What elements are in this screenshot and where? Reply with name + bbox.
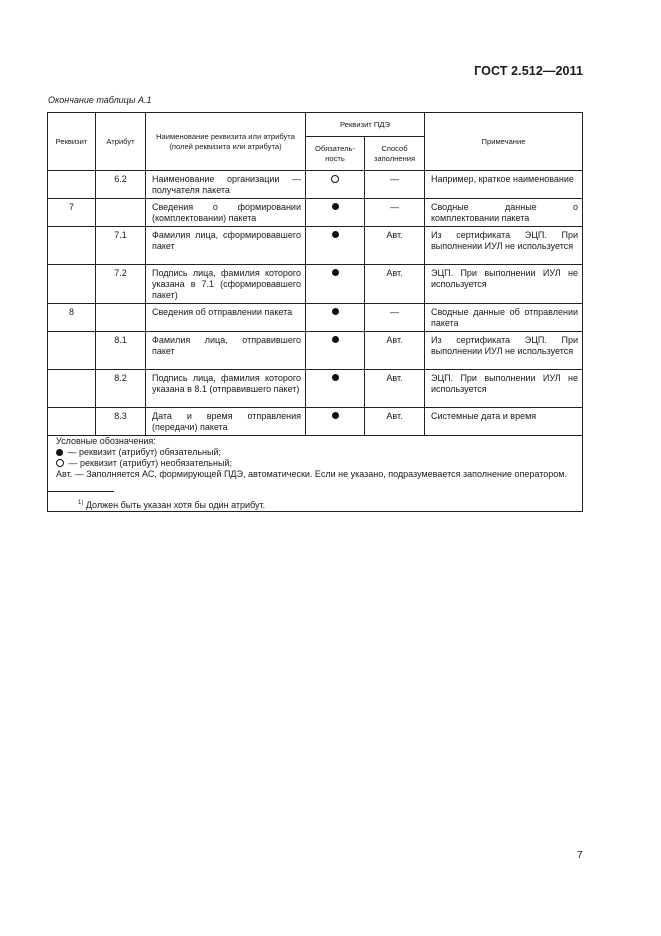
- fill-method-cell: Авт.: [365, 227, 425, 265]
- table-body: [48, 171, 583, 436]
- fill-method-cell: Авт.: [365, 370, 425, 408]
- attribute-cell: 8.1: [96, 332, 146, 370]
- note-cell: Сводные данные о комплектовании пакета: [425, 199, 583, 227]
- requisite-cell: 8: [48, 304, 96, 332]
- mandatory-cell: [306, 370, 365, 408]
- filled-circle-icon: [332, 374, 339, 381]
- filled-circle-icon: [332, 203, 339, 210]
- name-cell: Сведения о формировании (комплектовании) пакета: [146, 199, 306, 227]
- filled-circle-icon: [332, 412, 339, 419]
- attribute-cell: [96, 199, 146, 227]
- table-caption: Окончание таблицы А.1: [48, 95, 152, 105]
- page-number: 7: [577, 849, 583, 861]
- filled-circle-icon: [332, 231, 339, 238]
- note-cell: Из сертификата ЭЦП. При выполнении ИУЛ не используется: [425, 332, 583, 370]
- fill-method-cell: Авт.: [365, 332, 425, 370]
- mandatory-cell: [306, 332, 365, 370]
- name-cell: Наименование организации — получателя пакета: [146, 171, 306, 199]
- footnote-marker: 1): [78, 500, 84, 506]
- name-cell: Дата и время отправления (передачи) пакета: [146, 408, 306, 436]
- attribute-cell: 7.1: [96, 227, 146, 265]
- requisite-cell: [48, 332, 96, 370]
- footnote: [48, 498, 582, 511]
- note-cell: Системные дата и время: [425, 408, 583, 436]
- header-name: Наименование реквизита или атрибута (полей реквизита или атрибута): [146, 113, 306, 171]
- name-cell: Подпись лица, фамилия которого указана в 8.1 (отправившего пакет): [146, 370, 306, 408]
- table-row: [48, 171, 583, 199]
- fill-method-cell: Авт.: [365, 265, 425, 304]
- footnote-divider: [48, 491, 114, 492]
- header-note: Примечание: [425, 113, 583, 171]
- name-cell: Сведения об отправлении пакета: [146, 304, 306, 332]
- table-row: [48, 227, 583, 265]
- fill-method-cell: —: [365, 171, 425, 199]
- requisite-cell: [48, 227, 96, 265]
- attribute-cell: 7.2: [96, 265, 146, 304]
- legend-title: Условные обозначения:: [56, 436, 156, 446]
- requisite-cell: [48, 265, 96, 304]
- open-circle-icon: [331, 175, 339, 183]
- requisites-table: [47, 112, 583, 512]
- legend: [48, 436, 583, 512]
- header-attribute: Атрибут: [96, 113, 146, 171]
- note-cell: ЭЦП. При выполнении ИУЛ не используется: [425, 370, 583, 408]
- mandatory-cell: [306, 304, 365, 332]
- legend-required: — реквизит (атрибут) обязательный;: [48, 447, 582, 458]
- header-mandatory: Обязатель-ность: [306, 137, 365, 171]
- legend-auto: Авт. — Заполняется АС, формирующей ПДЭ, автоматически. Если не указано, подразумевается заполнение оператором.: [56, 469, 567, 479]
- filled-circle-icon: [56, 449, 63, 456]
- legend-optional: — реквизит (атрибут) необязательный;: [48, 458, 582, 469]
- note-cell: Например, краткое наименование: [425, 171, 583, 199]
- requisite-cell: [48, 171, 96, 199]
- table-row: [48, 370, 583, 408]
- table-row: [48, 265, 583, 304]
- note-cell: Сводные данные об отправлении пакета: [425, 304, 583, 332]
- fill-method-cell: —: [365, 199, 425, 227]
- note-cell: ЭЦП. При выполнении ИУЛ не используется: [425, 265, 583, 304]
- attribute-cell: 8.3: [96, 408, 146, 436]
- table-row: [48, 332, 583, 370]
- requisite-cell: 7: [48, 199, 96, 227]
- note-cell: Из сертификата ЭЦП. При выполнении ИУЛ не используется: [425, 227, 583, 265]
- attribute-cell: 8.2: [96, 370, 146, 408]
- header-pde-group: Реквизит ПДЭ: [306, 113, 425, 137]
- document-code: ГОСТ 2.512—2011: [474, 64, 583, 78]
- filled-circle-icon: [332, 269, 339, 276]
- mandatory-cell: [306, 408, 365, 436]
- attribute-cell: [96, 304, 146, 332]
- header-fill-method: Способ заполнения: [365, 137, 425, 171]
- name-cell: Подпись лица, фамилия которого указана в 7.1 (сформировавшего пакет): [146, 265, 306, 304]
- filled-circle-icon: [332, 308, 339, 315]
- footnote-text: Должен быть указан хотя бы один атрибут.: [85, 500, 266, 510]
- mandatory-cell: [306, 265, 365, 304]
- fill-method-cell: Авт.: [365, 408, 425, 436]
- table-row: [48, 199, 583, 227]
- table-row: [48, 408, 583, 436]
- name-cell: Фамилия лица, отправившего пакет: [146, 332, 306, 370]
- mandatory-cell: [306, 227, 365, 265]
- fill-method-cell: —: [365, 304, 425, 332]
- mandatory-cell: [306, 199, 365, 227]
- filled-circle-icon: [332, 336, 339, 343]
- header-requisite: Реквизит: [48, 113, 96, 171]
- open-circle-icon: [56, 459, 64, 467]
- requisite-cell: [48, 370, 96, 408]
- requisite-cell: [48, 408, 96, 436]
- mandatory-cell: [306, 171, 365, 199]
- table-row: [48, 304, 583, 332]
- attribute-cell: 6.2: [96, 171, 146, 199]
- name-cell: Фамилия лица, сформировавшего пакет: [146, 227, 306, 265]
